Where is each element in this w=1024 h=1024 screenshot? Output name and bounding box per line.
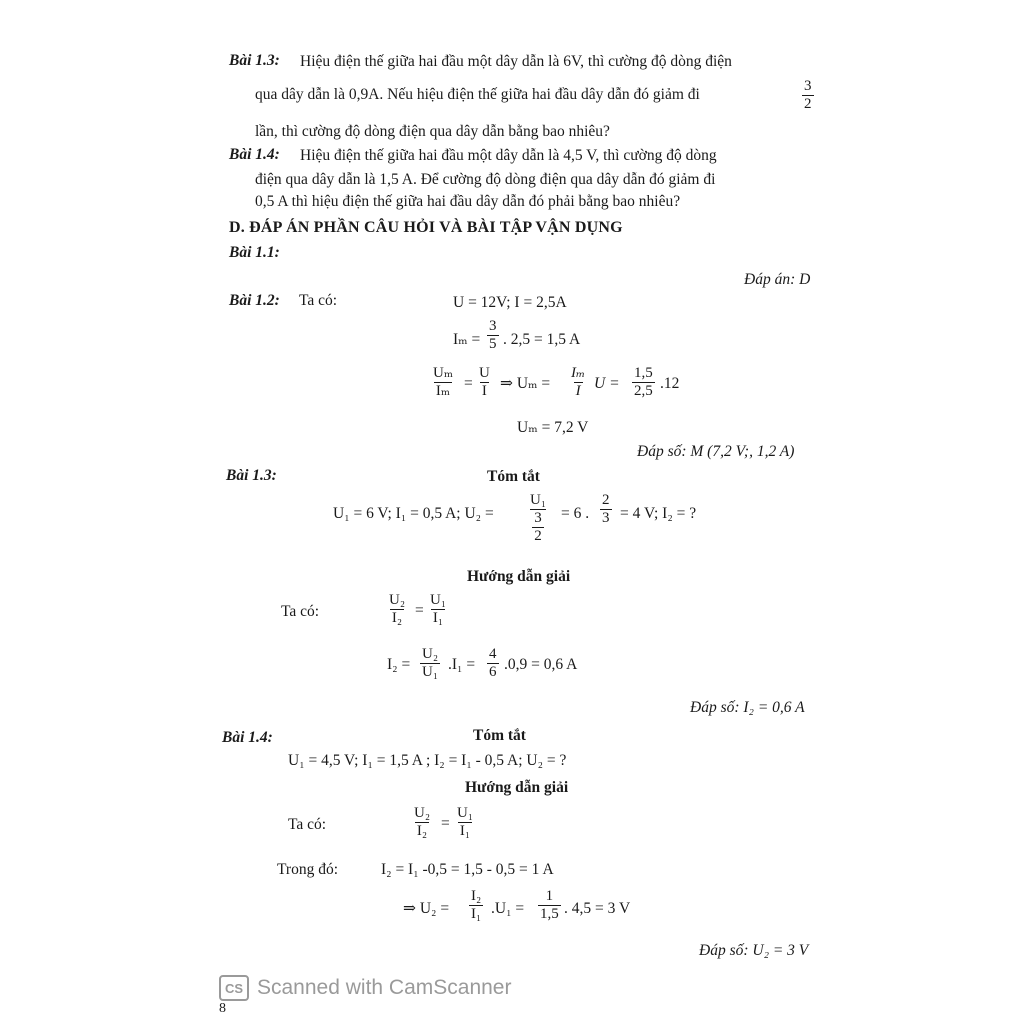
b13-r2-frac1 [420, 646, 440, 681]
section-d-heading: D. ĐÁP ÁN PHẦN CÂU HỎI VÀ BÀI TẬP VẬN DỤNG [229, 219, 623, 236]
b12-given: U = 12V; I = 2,5A [453, 294, 567, 311]
b12-im-lhs: Iₘ = [453, 331, 481, 348]
b14-r1-eq: = [441, 815, 450, 832]
b12-eq-frac2 [477, 365, 492, 400]
frac-denominator: 6 [489, 664, 497, 680]
b14-r3-frac2 [538, 888, 561, 923]
b14q-line1: Hiệu điện thế giữa hai đầu một dây dẫn là 4,5 V, thì cường độ dòng [300, 147, 717, 164]
frac-denominator: I [575, 383, 581, 399]
frac-numerator: U [479, 365, 490, 381]
frac-denominator: 2,5 [634, 383, 653, 399]
frac-denominator: 1,5 [540, 906, 559, 922]
b13-answer: Đáp số: I₂ = 0,6 A [690, 699, 805, 716]
b13-summary-title: Tóm tắt [487, 468, 540, 485]
b12-um: Uₘ = 7,2 V [517, 419, 589, 436]
b12-eq-frac4 [632, 365, 655, 400]
b13-guide-title: Hướng dẫn giải [467, 568, 571, 585]
b14q-line2: điện qua dây dẫn là 1,5 A. Để cường độ dòng điện qua dây dẫn đó giảm đi [255, 171, 716, 188]
camscanner-logo-icon: CS [219, 975, 249, 1001]
b13-r2-b: .I₁ = [448, 656, 476, 673]
b14-r1-frac1 [412, 805, 432, 840]
frac-denominator: Iₘ [435, 383, 451, 399]
b13-r2-a: I₂ = [387, 656, 411, 673]
frac-denominator: I [481, 383, 487, 399]
b13-ta-co: Ta có: [281, 603, 320, 620]
b14q-label: Bài 1.4: [229, 146, 280, 163]
b11-answer: Đáp án: D [744, 271, 811, 288]
frac-numerator: U₂ [389, 592, 406, 608]
b13-summary-b: = 6 . [561, 505, 590, 522]
frac-numerator: 2 [602, 492, 610, 508]
frac-denominator: I₂ [391, 610, 403, 626]
b12-ta-co: Ta có: [299, 292, 338, 309]
b11-label: Bài 1.1: [229, 244, 280, 261]
frac-numerator: Iₘ [571, 365, 586, 381]
b13-label: Bài 1.3: [226, 467, 277, 484]
frac-numerator: U₂ [422, 646, 439, 662]
frac-denominator: I₂ [416, 823, 428, 839]
frac-numerator: 1,5 [634, 365, 653, 381]
b13-summary-frac2 [600, 492, 612, 527]
frac-denominator: I₁ [459, 823, 471, 839]
b13-summary-c: = 4 V; I₂ = ? [620, 505, 697, 522]
b14-r3-frac1 [469, 888, 483, 923]
frac-numerator: U₁ [457, 805, 474, 821]
frac-numerator: 1 [545, 888, 554, 904]
frac-denominator: 3 [602, 510, 610, 526]
b14-r3-c: . 4,5 = 3 V [564, 900, 631, 917]
b14-ta-co: Ta có: [288, 816, 327, 833]
frac-numerator: I₂ [471, 888, 482, 904]
b13q-line3: lần, thì cường độ dòng điện qua dây dẫn bằng bao nhiêu? [255, 123, 610, 140]
b14-answer: Đáp số: U₂ = 3 V [699, 942, 809, 959]
b13q-line1: Hiệu điện thế giữa hai đầu một dây dẫn là 6V, thì cường độ dòng điện [300, 53, 732, 70]
frac-denominator: U₁ [422, 664, 439, 680]
b13-r2-frac2 [487, 646, 499, 681]
b13-summary-frac1 [528, 492, 548, 545]
frac-numerator: 3 [489, 318, 497, 334]
b14-r1-frac2 [455, 805, 475, 840]
b14-r3-a: ⇒ U₂ = [403, 900, 450, 917]
b14-trong-do: Trong đó: [277, 861, 339, 878]
b12-im-rhs: . 2,5 = 1,5 A [503, 331, 581, 348]
frac-numerator: Uₘ [433, 365, 454, 381]
frac-denominator: I₁ [471, 906, 482, 922]
b14-guide-title: Hướng dẫn giải [465, 779, 569, 796]
nested-denominator: 2 [534, 528, 542, 544]
b14-r3-b: .U₁ = [491, 900, 525, 917]
b13-summary-a: U₁ = 6 V; I₁ = 0,5 A; U₂ = [333, 505, 494, 522]
b12-answer: Đáp số: M (7,2 V;, 1,2 A) [637, 443, 795, 460]
camscanner-watermark [219, 975, 511, 1001]
frac-numerator: U₁ [530, 492, 547, 508]
b14-i2: I₂ = I₁ -0,5 = 1,5 - 0,5 = 1 A [381, 861, 554, 878]
nested-numerator: 3 [534, 510, 542, 526]
b12-eq-tail: .12 [660, 375, 680, 392]
b12-label: Bài 1.2: [229, 292, 280, 309]
b12-eq-u: U = [594, 375, 620, 392]
page-number: 8 [219, 1001, 226, 1016]
frac-numerator: U₁ [430, 592, 447, 608]
b12-eq-arrow: ⇒ Uₘ = [500, 375, 551, 392]
b13q-label: Bài 1.3: [229, 52, 280, 69]
b12-im-fraction [487, 318, 499, 353]
b13-r1-frac2 [428, 592, 448, 627]
frac-denominator: 5 [489, 336, 497, 352]
frac-denominator: I₁ [432, 610, 444, 626]
b13q-fraction [802, 78, 814, 113]
b14-summary: U₁ = 4,5 V; I₁ = 1,5 A ; I₂ = I₁ - 0,5 A; U₂ = ? [288, 752, 567, 769]
b12-eq-sign: = [464, 375, 473, 392]
frac-numerator: 3 [804, 78, 812, 94]
b14-summary-title: Tóm tắt [473, 727, 526, 744]
b12-eq-frac1 [431, 365, 455, 400]
b13-r2-c: .0,9 = 0,6 A [504, 656, 578, 673]
frac-numerator: U₂ [414, 805, 431, 821]
b13-r1-frac1 [387, 592, 407, 627]
frac-denominator: 2 [804, 96, 812, 112]
b12-eq-frac3 [569, 365, 587, 400]
b14-label: Bài 1.4: [222, 729, 273, 746]
b13-r1-eq: = [415, 602, 424, 619]
watermark-text: Scanned with CamScanner [257, 976, 512, 999]
b14q-line3: 0,5 A thì hiệu điện thế giữa hai đầu dây dẫn đó phải bằng bao nhiêu? [255, 193, 681, 210]
frac-denominator [530, 509, 546, 545]
b13q-line2: qua dây dẫn là 0,9A. Nếu hiệu điện thế giữa hai đầu dây dẫn đó giảm đi [255, 86, 700, 103]
frac-numerator: 4 [489, 646, 497, 662]
